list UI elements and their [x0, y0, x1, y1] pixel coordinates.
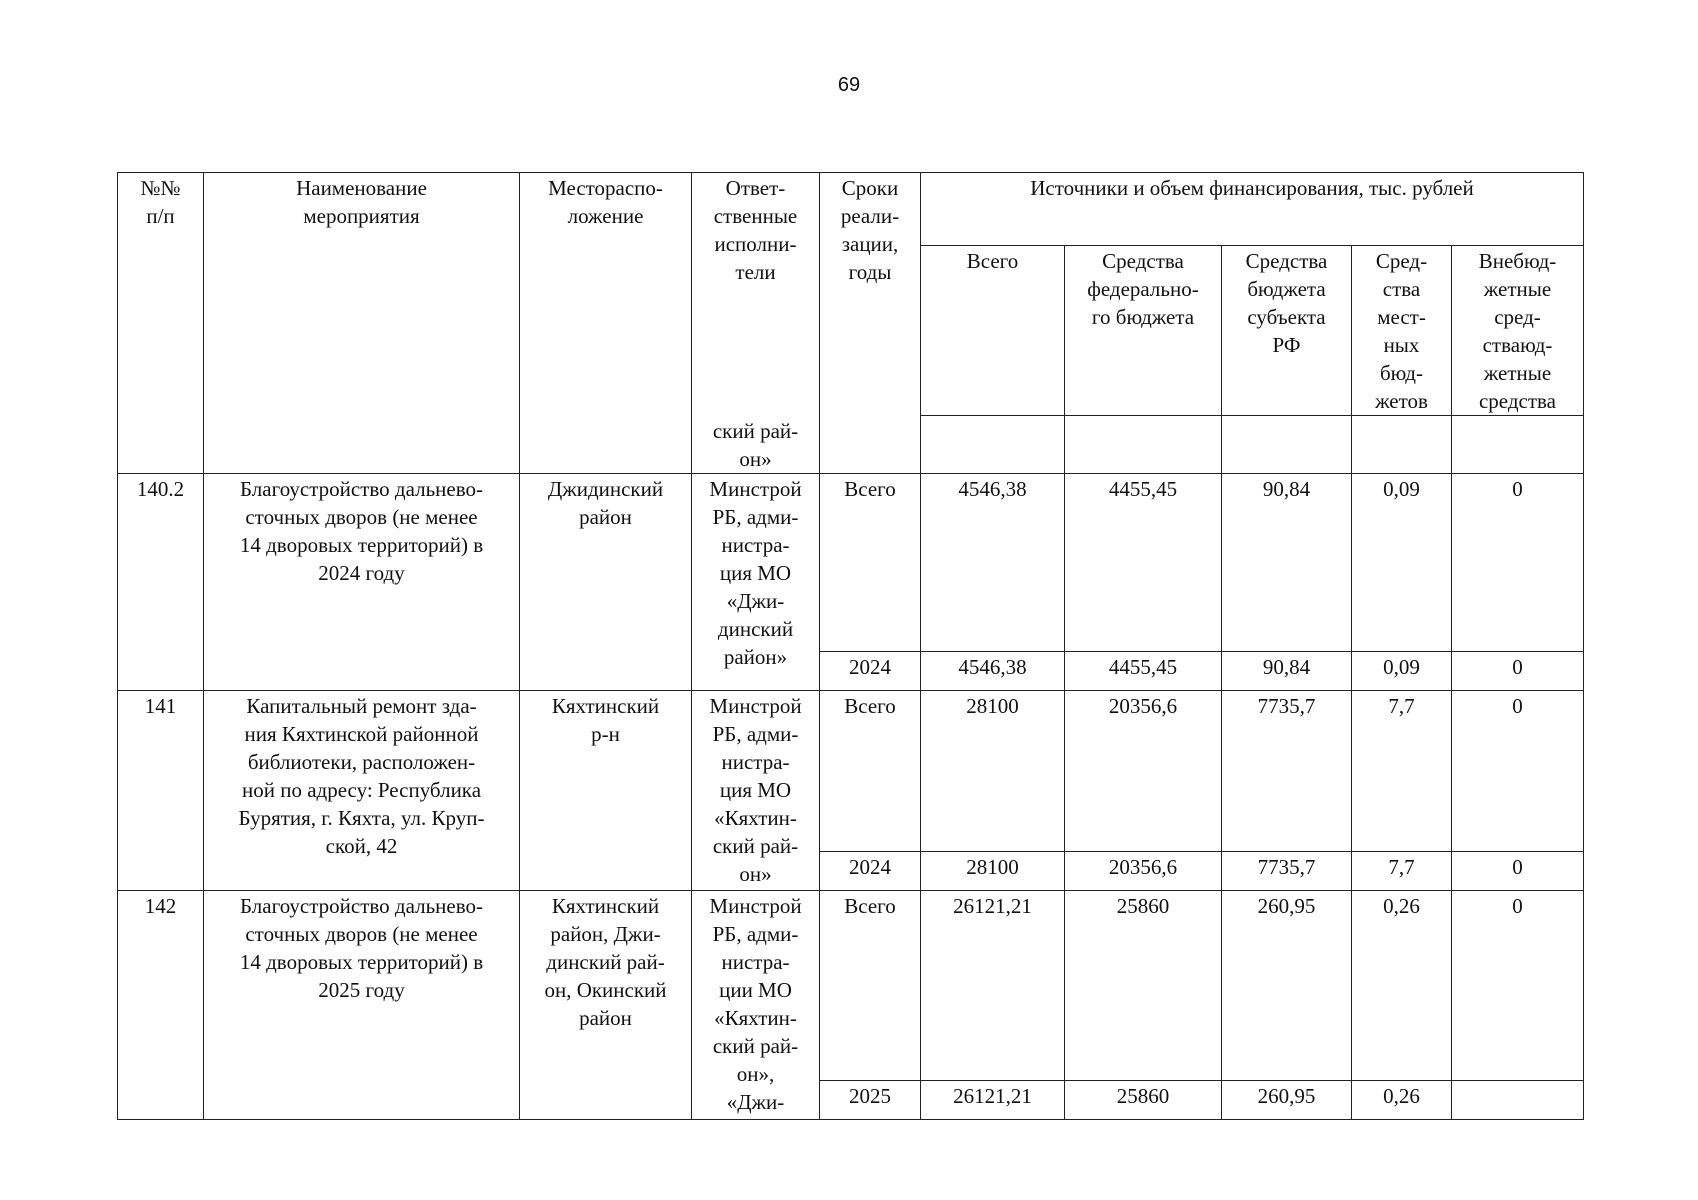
row-name: Благоустройство дальнево- сточных дворов (не менее 14 дворовых территорий) в 2025 году — [204, 890, 520, 1119]
table-row — [118, 690, 1584, 851]
row-federal: 4455,45 — [1065, 473, 1222, 651]
row-local: 7,7 — [1352, 690, 1452, 851]
header-extra: Внебюд- жетные сред- стваюд- жетные средства — [1452, 246, 1584, 416]
row-term: 2025 — [820, 1080, 921, 1119]
page-number: 69 — [837, 74, 861, 96]
header-total: Всего — [921, 246, 1065, 416]
header-responsible-carryover: ский рай- он» — [692, 416, 820, 474]
row-subject: 260,95 — [1222, 890, 1352, 1080]
row-extra — [1452, 1080, 1584, 1119]
row-term: Всего — [820, 473, 921, 651]
row-location: Джидинский район — [520, 473, 692, 690]
table-row — [118, 890, 1584, 1080]
row-extra: 0 — [1452, 651, 1584, 690]
row-extra: 0 — [1452, 851, 1584, 890]
row-name: Капитальный ремонт зда- ния Кяхтинской районной библиотеки, расположен- ной по адресу: Республика Бурятия, г. Кяхта, ул. Круп- ской, 42 — [204, 690, 520, 890]
row-local: 0,26 — [1352, 1080, 1452, 1119]
table-row — [118, 473, 1584, 651]
header-local: Сред- ства мест- ных бюд- жетов — [1352, 246, 1452, 416]
row-num: 141 — [118, 690, 204, 890]
row-local: 0,09 — [1352, 651, 1452, 690]
header-name: Наименование мероприятия — [204, 173, 520, 474]
row-term: 2024 — [820, 651, 921, 690]
row-total: 28100 — [921, 851, 1065, 890]
row-local: 0,26 — [1352, 890, 1452, 1080]
row-federal: 25860 — [1065, 890, 1222, 1080]
row-subject: 260,95 — [1222, 1080, 1352, 1119]
row-subject: 7735,7 — [1222, 690, 1352, 851]
row-extra: 0 — [1452, 690, 1584, 851]
financing-table — [117, 172, 1584, 1120]
row-federal: 20356,6 — [1065, 851, 1222, 890]
row-total: 28100 — [921, 690, 1065, 851]
header-terms: Сроки реали- зации, годы — [820, 173, 921, 474]
row-total: 26121,21 — [921, 890, 1065, 1080]
row-subject: 90,84 — [1222, 473, 1352, 651]
row-term: Всего — [820, 890, 921, 1080]
row-federal: 20356,6 — [1065, 690, 1222, 851]
row-local: 7,7 — [1352, 851, 1452, 890]
header-sources: Источники и объем финансирования, тыс. рублей — [921, 173, 1584, 246]
row-num: 142 — [118, 890, 204, 1119]
header-location: Местораспо- ложение — [520, 173, 692, 474]
row-term: 2024 — [820, 851, 921, 890]
row-local: 0,09 — [1352, 473, 1452, 651]
row-federal: 4455,45 — [1065, 651, 1222, 690]
row-responsible: Минстрой РБ, адми- нистра- ция МО «Кяхтин- ский рай- он» — [692, 690, 820, 890]
header-num: №№ п/п — [118, 173, 204, 474]
row-subject: 90,84 — [1222, 651, 1352, 690]
header-blank — [921, 416, 1065, 474]
header-federal: Средства федерально- го бюджета — [1065, 246, 1222, 416]
row-total: 26121,21 — [921, 1080, 1065, 1119]
row-subject: 7735,7 — [1222, 851, 1352, 890]
row-num: 140.2 — [118, 473, 204, 690]
row-total: 4546,38 — [921, 651, 1065, 690]
row-responsible: Минстрой РБ, адми- нистра- ции МО «Кяхтин- ский рай- он», «Джи- — [692, 890, 820, 1119]
header-subject: Средства бюджета субъекта РФ — [1222, 246, 1352, 416]
header-blank — [1222, 416, 1352, 474]
row-name: Благоустройство дальнево- сточных дворов (не менее 14 дворовых территорий) в 2024 году — [204, 473, 520, 690]
row-location: Кяхтинский р-н — [520, 690, 692, 890]
row-total: 4546,38 — [921, 473, 1065, 651]
header-blank — [1452, 416, 1584, 474]
row-responsible: Минстрой РБ, адми- нистра- ция МО «Джи- динский район» — [692, 473, 820, 690]
header-responsible: Ответ- ственные исполни- тели — [692, 173, 820, 416]
header-blank — [1065, 416, 1222, 474]
row-location: Кяхтинский район, Джи- динский рай- он, Окинский район — [520, 890, 692, 1119]
header-blank — [1352, 416, 1452, 474]
row-federal: 25860 — [1065, 1080, 1222, 1119]
row-extra: 0 — [1452, 473, 1584, 651]
row-extra: 0 — [1452, 890, 1584, 1080]
row-term: Всего — [820, 690, 921, 851]
